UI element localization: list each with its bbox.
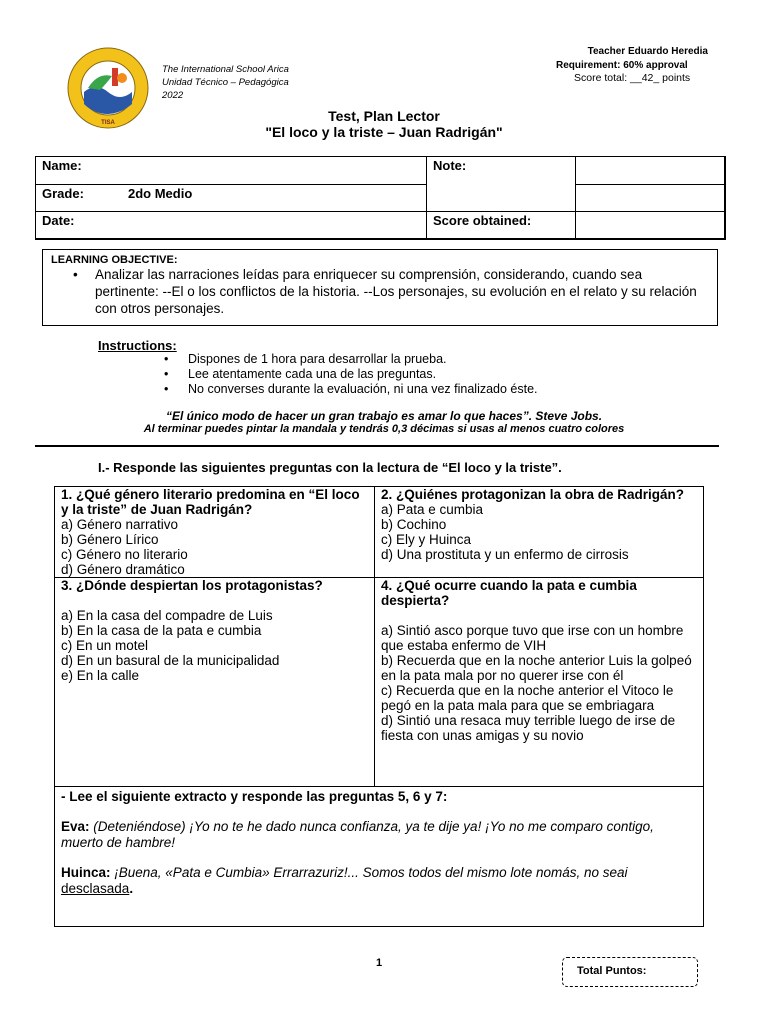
- note-value-cell-2[interactable]: [575, 184, 726, 212]
- school-name: The International School Arica: [162, 64, 289, 75]
- huinca-end: .: [129, 881, 134, 896]
- score-label: Score obtained:: [433, 213, 532, 228]
- mandala-note: Al terminar puedes pintar la mandala y tendrás 0,3 décimas si usas al menos cuatro colores: [143, 423, 625, 435]
- note-label: Note:: [433, 158, 467, 173]
- grade-label: Grade:: [42, 186, 84, 201]
- instruction-item: • Dispones de 1 hora para desarrollar la prueba.: [162, 352, 538, 367]
- requirement: Requirement: 60% approval: [556, 59, 688, 71]
- option[interactable]: a) Género narrativo: [61, 517, 179, 532]
- page-number: 1: [376, 957, 383, 969]
- quote: “El único modo de hacer un gran trabajo es amar lo que haces”. Steve Jobs.: [165, 409, 603, 423]
- extract-heading: - Lee el siguiente extracto y responde las preguntas 5, 6 y 7:: [61, 789, 448, 804]
- teacher-name: Teacher Eduardo Heredia: [587, 46, 708, 57]
- instructions-list: [162, 352, 538, 397]
- test-title: [0, 108, 768, 140]
- score-cell: [426, 211, 576, 240]
- note-cell: [426, 156, 576, 212]
- name-cell[interactable]: [35, 156, 427, 185]
- svg-text:TISA: TISA: [101, 120, 115, 126]
- title-line-1: Test, Plan Lector: [328, 108, 440, 124]
- instructions-label: Instructions:: [98, 338, 177, 353]
- school-year: 2022: [162, 90, 184, 101]
- note-value-cell[interactable]: [575, 156, 726, 185]
- question-4: [374, 577, 704, 787]
- huinca-line: [61, 865, 697, 897]
- option[interactable]: b) En la casa de la pata e cumbia: [61, 623, 262, 638]
- eva-text: ¡Yo no te he dado nunca confianza, ya te dije ya! ¡Yo no me comparo contigo, muerto de hambre!: [61, 819, 654, 850]
- option[interactable]: b) Género Lírico: [61, 532, 159, 547]
- divider: [35, 445, 719, 447]
- name-label: Name:: [42, 158, 82, 173]
- learning-objective-box: [42, 249, 718, 326]
- huinca-underlined: desclasada: [61, 881, 130, 896]
- huinca-speaker: Huinca:: [61, 865, 111, 880]
- objective-text: • Analizar las narraciones leídas para enriquecer su comprensión, considerando, cuando sea pertinente: --El o los conflictos de la historia. --Los personajes, su evolución en el relato y su relación con otros personajes.: [51, 266, 709, 317]
- option[interactable]: d) Una prostituta y un enfermo de cirrosis: [381, 547, 629, 562]
- option[interactable]: a) Sintió asco porque tuvo que irse con un hombre que estaba enfermo de VIH: [381, 623, 684, 653]
- option[interactable]: d) Género dramático: [61, 562, 185, 577]
- school-unit: Unidad Técnico – Pedagógica: [162, 77, 289, 88]
- option[interactable]: d) Sintió una resaca muy terrible luego de irse de fiesta con unas amigas y su novio: [381, 713, 676, 743]
- grade-value: 2do Medio: [128, 186, 193, 201]
- objective-label: LEARNING OBJECTIVE:: [51, 254, 178, 266]
- total-points-box[interactable]: [562, 957, 698, 987]
- eva-speaker: Eva:: [61, 819, 90, 834]
- question-text: 1. ¿Qué género literario predomina en “El loco y la triste” de Juan Radrigán?: [61, 487, 360, 517]
- score-value-cell[interactable]: [575, 211, 726, 240]
- school-info: [162, 63, 289, 102]
- eva-stage: (Deteniéndose): [93, 819, 186, 834]
- score-total: Score total: __42_ points: [574, 72, 691, 84]
- question-3: [54, 577, 375, 787]
- option[interactable]: a) Pata e cumbia: [381, 502, 484, 517]
- option[interactable]: a) En la casa del compadre de Luis: [61, 608, 273, 623]
- option[interactable]: c) Ely y Huinca: [381, 532, 472, 547]
- instruction-item: • No converses durante la evaluación, ni una vez finalizado éste.: [162, 382, 538, 397]
- option[interactable]: b) Recuerda que en la noche anterior Luis la golpeó en la pata mala por no querer irse con él: [381, 653, 692, 683]
- option[interactable]: c) Género no literario: [61, 547, 188, 562]
- question-text: 4. ¿Qué ocurre cuando la pata e cumbia despierta?: [381, 578, 637, 608]
- teacher-info: [556, 45, 708, 86]
- option[interactable]: e) En la calle: [61, 668, 140, 683]
- section-title: I.- Responde las siguientes preguntas con la lectura de “El loco y la triste”.: [98, 460, 562, 475]
- student-info-table: [35, 156, 725, 239]
- huinca-text: ¡Buena, «Pata e Cumbia» Errarrazuriz!... Somos todos del mismo lote nomás, no seai: [110, 865, 628, 880]
- option[interactable]: d) En un basural de la municipalidad: [61, 653, 280, 668]
- question-text: 3. ¿Dónde despiertan los protagonistas?: [61, 578, 323, 593]
- title-line-2: "El loco y la triste – Juan Radrigán": [265, 124, 503, 140]
- option[interactable]: c) Recuerda que en la noche anterior el Vitoco le pegó en la pata mala para que se embriagara: [381, 683, 674, 713]
- extract-box: [54, 786, 704, 927]
- option[interactable]: b) Cochino: [381, 517, 447, 532]
- eva-line: [61, 819, 697, 851]
- option[interactable]: c) En un motel: [61, 638, 149, 653]
- instruction-item: • Lee atentamente cada una de las preguntas.: [162, 367, 538, 382]
- question-text: 2. ¿Quiénes protagonizan la obra de Radrigán?: [381, 487, 685, 502]
- question-2: [374, 486, 704, 578]
- date-cell[interactable]: [35, 211, 427, 240]
- date-label: Date:: [42, 213, 75, 228]
- question-1: [54, 486, 375, 578]
- total-points-label: Total Puntos:: [577, 965, 647, 977]
- grade-cell[interactable]: [35, 184, 427, 212]
